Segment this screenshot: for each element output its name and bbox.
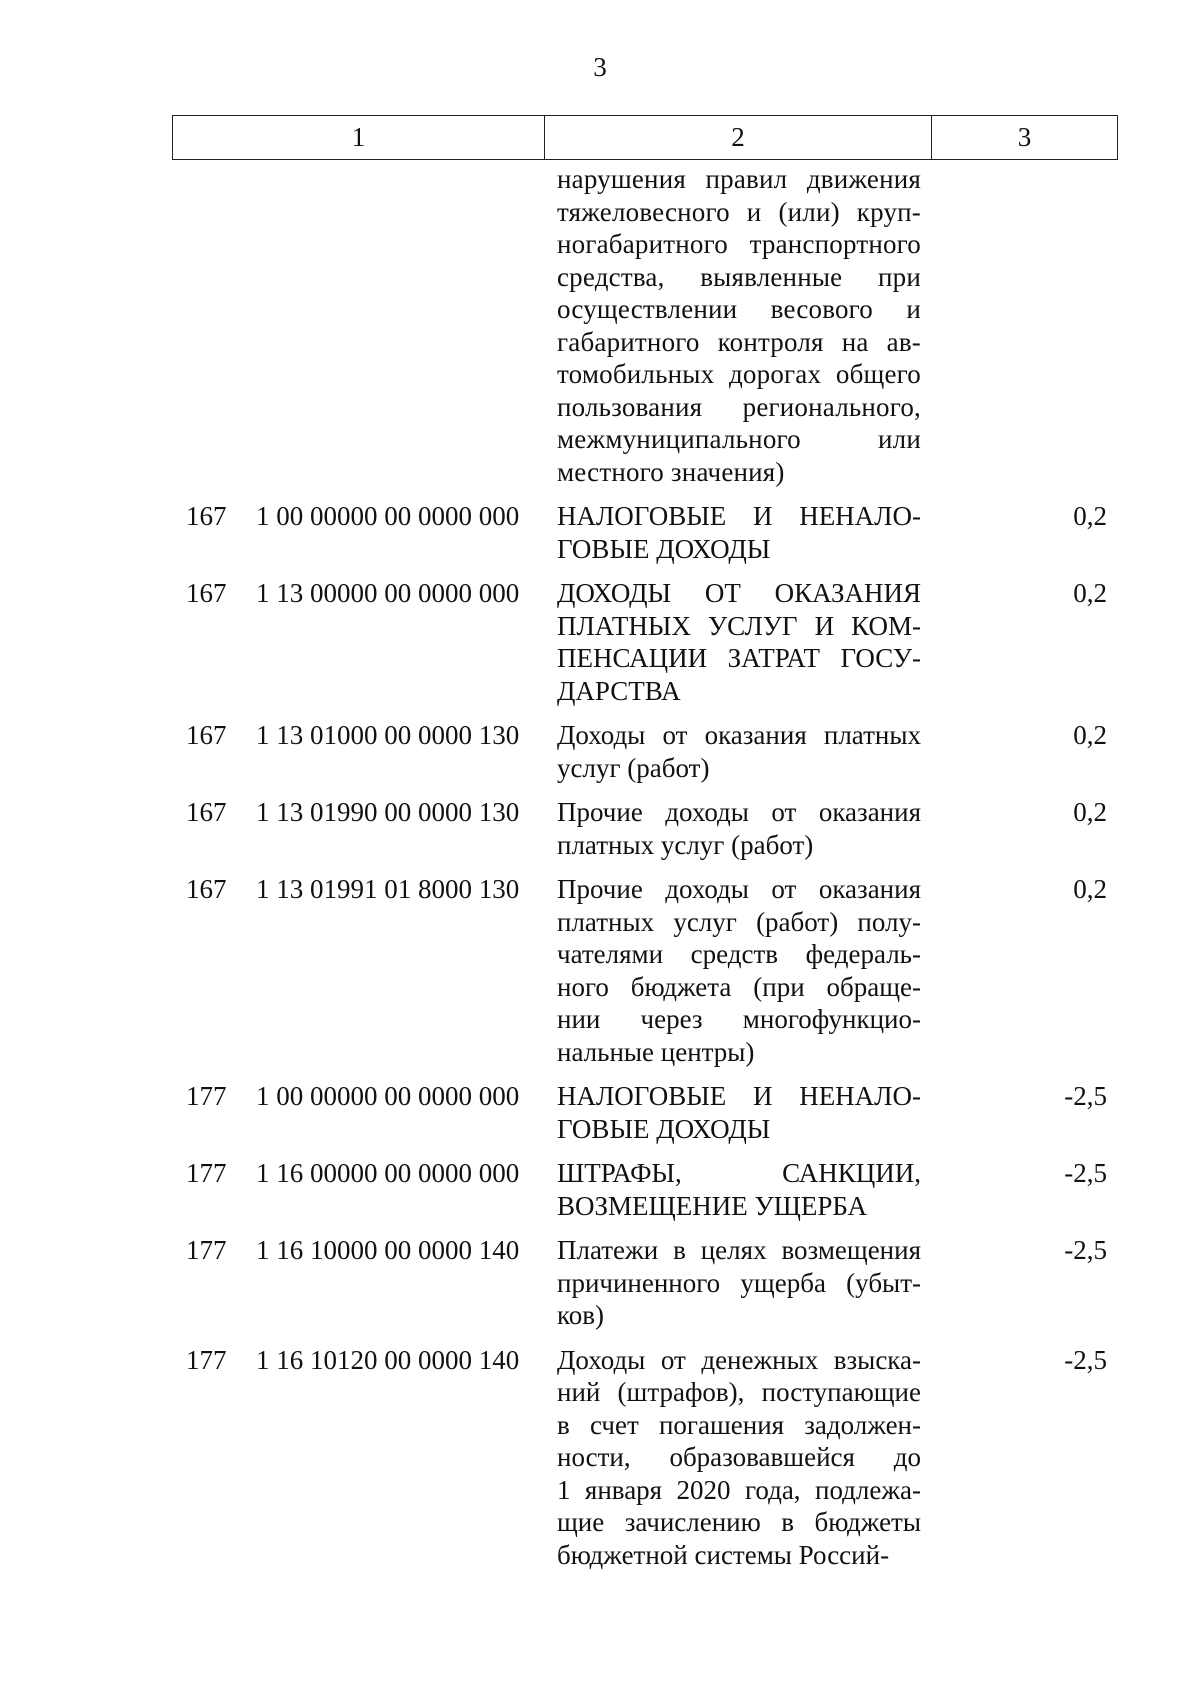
income-name-cell bbox=[544, 1234, 931, 1332]
amount-cell: 0,2 bbox=[1073, 720, 1107, 750]
table-row bbox=[172, 577, 1118, 707]
income-name-cell bbox=[544, 577, 931, 707]
table-header-col-2: 2 bbox=[545, 116, 932, 159]
table-header-col-3: 3 bbox=[1017, 122, 1032, 152]
table-header bbox=[172, 115, 1118, 160]
admin-code-cell: 167 bbox=[186, 501, 227, 531]
income-name-cell bbox=[544, 796, 931, 861]
budget-code-cell: 1 16 10120 00 0000 140 bbox=[256, 1344, 520, 1375]
name-line: 1 января 2020 года, подлежа- bbox=[557, 1474, 921, 1505]
name-line: нарушения правил движения bbox=[557, 164, 921, 194]
name-line: местного значения) bbox=[557, 456, 785, 487]
name-line: ВОЗМЕЩЕНИЕ УЩЕРБА bbox=[557, 1190, 868, 1221]
name-line: томобильных дорогах общего bbox=[557, 359, 921, 389]
admin-code-cell: 167 bbox=[186, 874, 227, 904]
table-row bbox=[172, 1080, 1118, 1145]
name-line: платных услуг (работ) полу- bbox=[557, 906, 921, 937]
table-row bbox=[172, 873, 1118, 1068]
name-line: нальные центры) bbox=[557, 1036, 755, 1067]
table-row bbox=[172, 500, 1118, 565]
budget-code-cell: 1 16 10000 00 0000 140 bbox=[256, 1235, 520, 1265]
table-header-col-1: 1 bbox=[173, 116, 545, 159]
name-line: платных услуг (работ) bbox=[557, 829, 814, 860]
admin-code-cell: 177 bbox=[186, 1235, 227, 1265]
table-row bbox=[172, 1157, 1118, 1222]
name-line: ногабаритного транспортного bbox=[557, 229, 921, 259]
name-line: нии через многофункцио- bbox=[557, 1004, 921, 1034]
income-name-cell bbox=[544, 500, 931, 565]
name-line: Доходы от денежных взыска- bbox=[557, 1344, 921, 1375]
name-line: ДОХОДЫ ОТ ОКАЗАНИЯ bbox=[557, 578, 921, 608]
table-row bbox=[172, 1344, 1118, 1572]
table-body bbox=[172, 163, 1118, 1583]
amount-cell: -2,5 bbox=[1064, 1235, 1107, 1265]
name-line: Прочие доходы от оказания bbox=[557, 797, 921, 827]
budget-code-cell: 1 00 00000 00 0000 000 bbox=[256, 501, 520, 531]
amount-cell: 0,2 bbox=[1073, 874, 1107, 904]
income-name-cell bbox=[544, 719, 931, 784]
name-line: ШТРАФЫ, САНКЦИИ, bbox=[557, 1158, 921, 1188]
name-line: ний (штрафов), поступающие bbox=[557, 1377, 921, 1407]
name-line: чателями средств федераль- bbox=[557, 939, 921, 969]
name-line: средства, выявленные при bbox=[557, 261, 921, 292]
admin-code-cell: 167 bbox=[186, 720, 227, 750]
amount-cell: -2,5 bbox=[1064, 1081, 1107, 1111]
name-line: НАЛОГОВЫЕ И НЕНАЛО- bbox=[557, 1081, 921, 1111]
admin-code-cell: 167 bbox=[186, 797, 227, 827]
name-line: ности, образовавшейся до bbox=[557, 1442, 921, 1472]
amount-cell: -2,5 bbox=[1064, 1158, 1107, 1188]
name-line: межмуниципального или bbox=[557, 424, 921, 454]
budget-code-cell: 1 13 00000 00 0000 000 bbox=[256, 578, 520, 608]
name-line: ГОВЫЕ ДОХОДЫ bbox=[557, 533, 771, 564]
page-number: 3 bbox=[593, 52, 607, 82]
name-line: в счет погашения задолжен- bbox=[557, 1409, 921, 1440]
name-line: бюджетной системы Россий- bbox=[557, 1539, 890, 1570]
name-line: ГОВЫЕ ДОХОДЫ bbox=[557, 1113, 771, 1144]
continuation-name-cell bbox=[544, 163, 931, 488]
budget-code-cell: 1 13 01000 00 0000 130 bbox=[256, 720, 520, 750]
name-line: Прочие доходы от оказания bbox=[557, 874, 921, 904]
amount-cell: 0,2 bbox=[1073, 797, 1107, 827]
income-name-cell bbox=[544, 1344, 931, 1572]
budget-code-cell: 1 16 00000 00 0000 000 bbox=[256, 1158, 520, 1188]
amount-cell: 0,2 bbox=[1073, 578, 1107, 608]
table-row bbox=[172, 1234, 1118, 1332]
income-name-cell bbox=[544, 1080, 931, 1145]
name-line: щие зачислению в бюджеты bbox=[557, 1507, 921, 1537]
name-line: НАЛОГОВЫЕ И НЕНАЛО- bbox=[557, 501, 921, 531]
income-name-cell bbox=[544, 873, 931, 1068]
name-line: осуществлении весового и bbox=[557, 294, 921, 324]
name-line: ДАРСТВА bbox=[557, 675, 681, 706]
admin-code-cell: 167 bbox=[186, 578, 227, 608]
name-line: Платежи в целях возмещения bbox=[557, 1235, 921, 1265]
name-line: ПЛАТНЫХ УСЛУГ И КОМ- bbox=[557, 610, 921, 641]
admin-code-cell: 177 bbox=[186, 1344, 227, 1375]
table-row bbox=[172, 796, 1118, 861]
income-name-cell bbox=[544, 1157, 931, 1222]
name-line: ного бюджета (при обраще- bbox=[557, 971, 921, 1002]
table-row bbox=[172, 719, 1118, 784]
budget-code-cell: 1 13 01991 01 8000 130 bbox=[256, 874, 520, 904]
budget-code-cell: 1 13 01990 00 0000 130 bbox=[256, 797, 520, 827]
name-line: ПЕНСАЦИИ ЗАТРАТ ГОСУ- bbox=[557, 643, 921, 673]
name-line: тяжеловесного и (или) круп- bbox=[557, 196, 921, 227]
name-line: услуг (работ) bbox=[557, 752, 710, 783]
amount-cell: -2,5 bbox=[1064, 1344, 1107, 1375]
name-line: пользования регионального, bbox=[557, 391, 921, 422]
name-line: причиненного ущерба (убыт- bbox=[557, 1267, 921, 1298]
admin-code-cell: 177 bbox=[186, 1081, 227, 1111]
name-line: Доходы от оказания платных bbox=[557, 720, 921, 750]
admin-code-cell: 177 bbox=[186, 1158, 227, 1188]
name-line: ков) bbox=[557, 1300, 604, 1330]
name-line: габаритного контроля на ав- bbox=[557, 326, 921, 357]
continuation-row bbox=[172, 163, 1118, 488]
amount-cell: 0,2 bbox=[1073, 501, 1107, 531]
budget-code-cell: 1 00 00000 00 0000 000 bbox=[256, 1081, 520, 1111]
